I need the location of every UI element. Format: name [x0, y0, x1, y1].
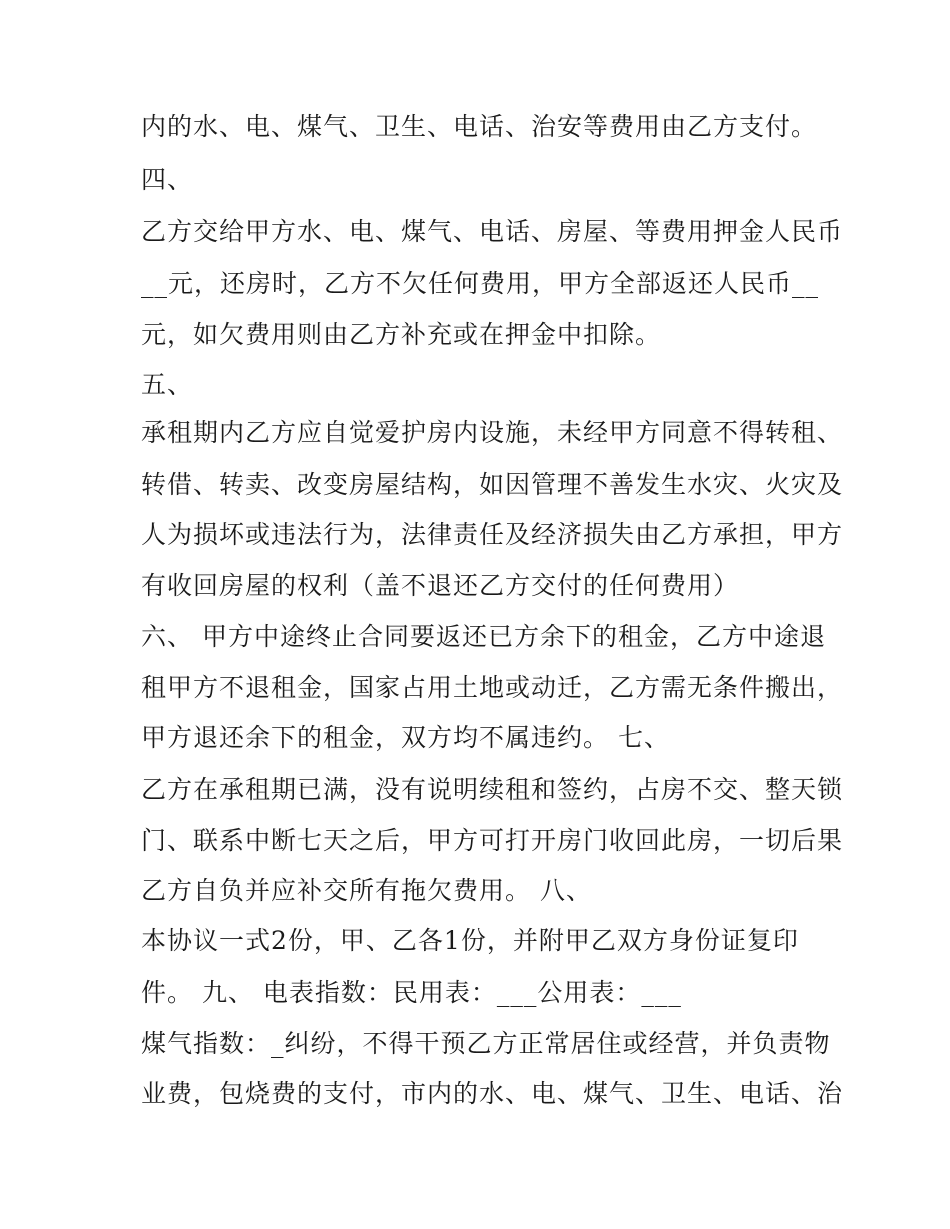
- text-line: 件。 九、 电表指数：民用表：___公用表：___: [141, 978, 682, 1007]
- text-line: 承租期内乙方应自觉爱护房内设施，未经甲方同意不得转租、: [141, 418, 844, 447]
- text-line: 内的水、电、煤气、卫生、电话、治安等费用由乙方支付。: [141, 112, 818, 141]
- text-line: 本协议一式2份，甲、乙各1份，并附甲乙双方身份证复印: [141, 926, 799, 955]
- text-line: 元，如欠费用则由乙方补充或在押金中扣除。: [141, 320, 662, 349]
- text-line: 租甲方不退租金，国家占用土地或动迁，乙方需无条件搬出，: [141, 673, 844, 702]
- section-heading: 五、: [141, 370, 194, 399]
- text-line: 人为损坏或违法行为，法律责任及经济损失由乙方承担，甲方: [141, 520, 844, 549]
- section-heading: 四、: [141, 165, 194, 194]
- text-line: 门、联系中断七天之后，甲方可打开房门收回此房，一切后果: [141, 826, 844, 855]
- text-line: 乙方在承租期已满，没有说明续租和签约，占房不交、整天锁: [141, 775, 844, 804]
- text-line: 乙方自负并应补交所有拖欠费用。 八、: [141, 876, 592, 905]
- text-line: 业费，包烧费的支付，市内的水、电、煤气、卫生、电话、治: [141, 1079, 844, 1108]
- text-line: 六、 甲方中途终止合同要返还已方余下的租金，乙方中途退: [141, 622, 826, 651]
- text-line: 转借、转卖、改变房屋结构，如因管理不善发生水灾、火灾及: [141, 470, 844, 499]
- text-line: 有收回房屋的权利（盖不退还乙方交付的任何费用）: [141, 571, 740, 600]
- text-line: 甲方退还余下的租金，双方均不属违约。 七、: [141, 723, 670, 752]
- text-line: __元，还房时，乙方不欠任何费用，甲方全部返还人民币__: [141, 269, 820, 298]
- text-line: 乙方交给甲方水、电、煤气、电话、房屋、等费用押金人民币: [141, 217, 844, 246]
- text-line: 煤气指数：_纠纷，不得干预乙方正常居住或经营，并负责物: [141, 1029, 831, 1058]
